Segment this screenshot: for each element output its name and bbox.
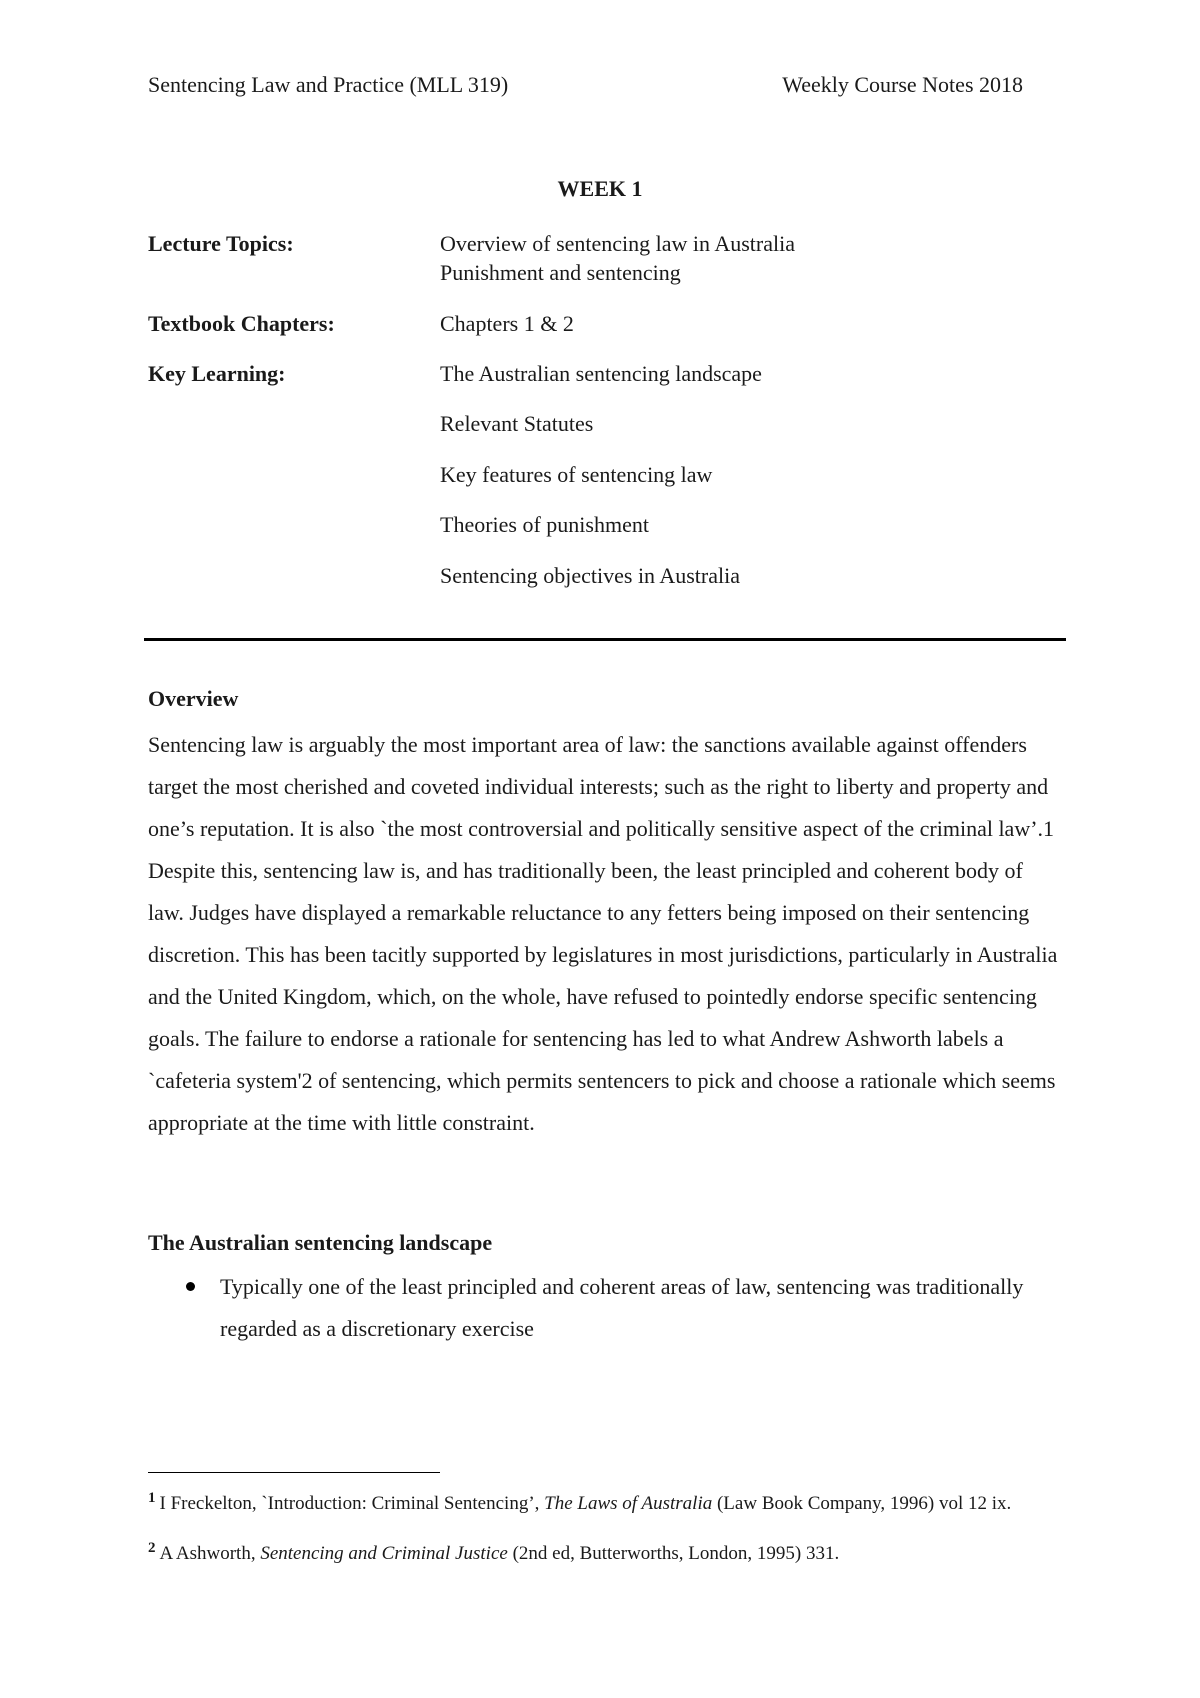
key-learning-item: Sentencing objectives in Australia (440, 563, 740, 588)
landscape-heading: The Australian sentencing landscape (148, 1230, 493, 1255)
lecture-topic-item: Overview of sentencing law in Australia (440, 231, 795, 256)
textbook-chapters-label: Textbook Chapters: (148, 311, 335, 336)
footnote-text: (Law Book Company, 1996) vol 12 ix. (712, 1493, 1012, 1514)
running-header (148, 72, 1023, 98)
textbook-chapters-value: Chapters 1 & 2 (440, 311, 574, 336)
section-divider (144, 638, 1066, 641)
footnote-number: 1 (148, 1490, 156, 1506)
bullet-icon (186, 1282, 195, 1291)
week-title: WEEK 1 (557, 176, 643, 201)
bullet-list-item (148, 1266, 1060, 1350)
key-learning-item: Key features of sentencing law (440, 462, 713, 487)
header-course-title: Sentencing Law and Practice (MLL 319) (148, 72, 509, 97)
footnote-text: I Freckelton, `Introduction: Criminal Sentencing’, (159, 1493, 545, 1514)
footnote-number: 2 (148, 1540, 156, 1556)
footnote-text: A Ashworth, (159, 1543, 261, 1564)
key-learning-item: Relevant Statutes (440, 411, 594, 436)
footnote-text: (2nd ed, Butterworths, London, 1995) 331. (507, 1543, 840, 1564)
key-learning-item: Theories of punishment (440, 512, 649, 537)
footnote-1 (148, 1486, 1048, 1516)
lecture-topic-item: Punishment and sentencing (440, 260, 681, 285)
footnote-italic-title: The Laws of Australia (544, 1493, 713, 1514)
bullet-text: Typically one of the least principled and coherent areas of law, sentencing was traditionally regarded as a discretionary exercise (220, 1274, 1024, 1341)
key-learning-item: The Australian sentencing landscape (440, 361, 762, 386)
footnote-italic-title: Sentencing and Criminal Justice (260, 1543, 508, 1564)
key-learning-label: Key Learning: (148, 361, 286, 386)
footnote-separator (148, 1472, 440, 1473)
overview-heading: Overview (148, 686, 239, 711)
footnote-2 (148, 1536, 1048, 1566)
header-notes-label: Weekly Course Notes 2018 (782, 72, 1023, 97)
overview-paragraph: Sentencing law is arguably the most important area of law: the sanctions available against offenders target the most cherished and coveted individual interests; such as the right to liberty and property and one’s reputation. It is also `the most controversial and politically sensitive aspect of the criminal law’.1 Despite this, sentencing law is, and has traditionally been, the least principled and coherent body of law. Judges have displayed a remarkable reluctance to any fetters being imposed on their sentencing discretion. This has been tacitly supported by legislatures in most jurisdictions, particularly in Australia and the United Kingdom, which, on the whole, have refused to pointedly endorse specific sentencing goals. The failure to endorse a rationale for sentencing has led to what Andrew Ashworth labels a `cafeteria system'2 of sentencing, which permits sentencers to pick and choose a rationale which seems appropriate at the time with little constraint. (148, 732, 1058, 1135)
lecture-topics-label: Lecture Topics: (148, 231, 294, 256)
